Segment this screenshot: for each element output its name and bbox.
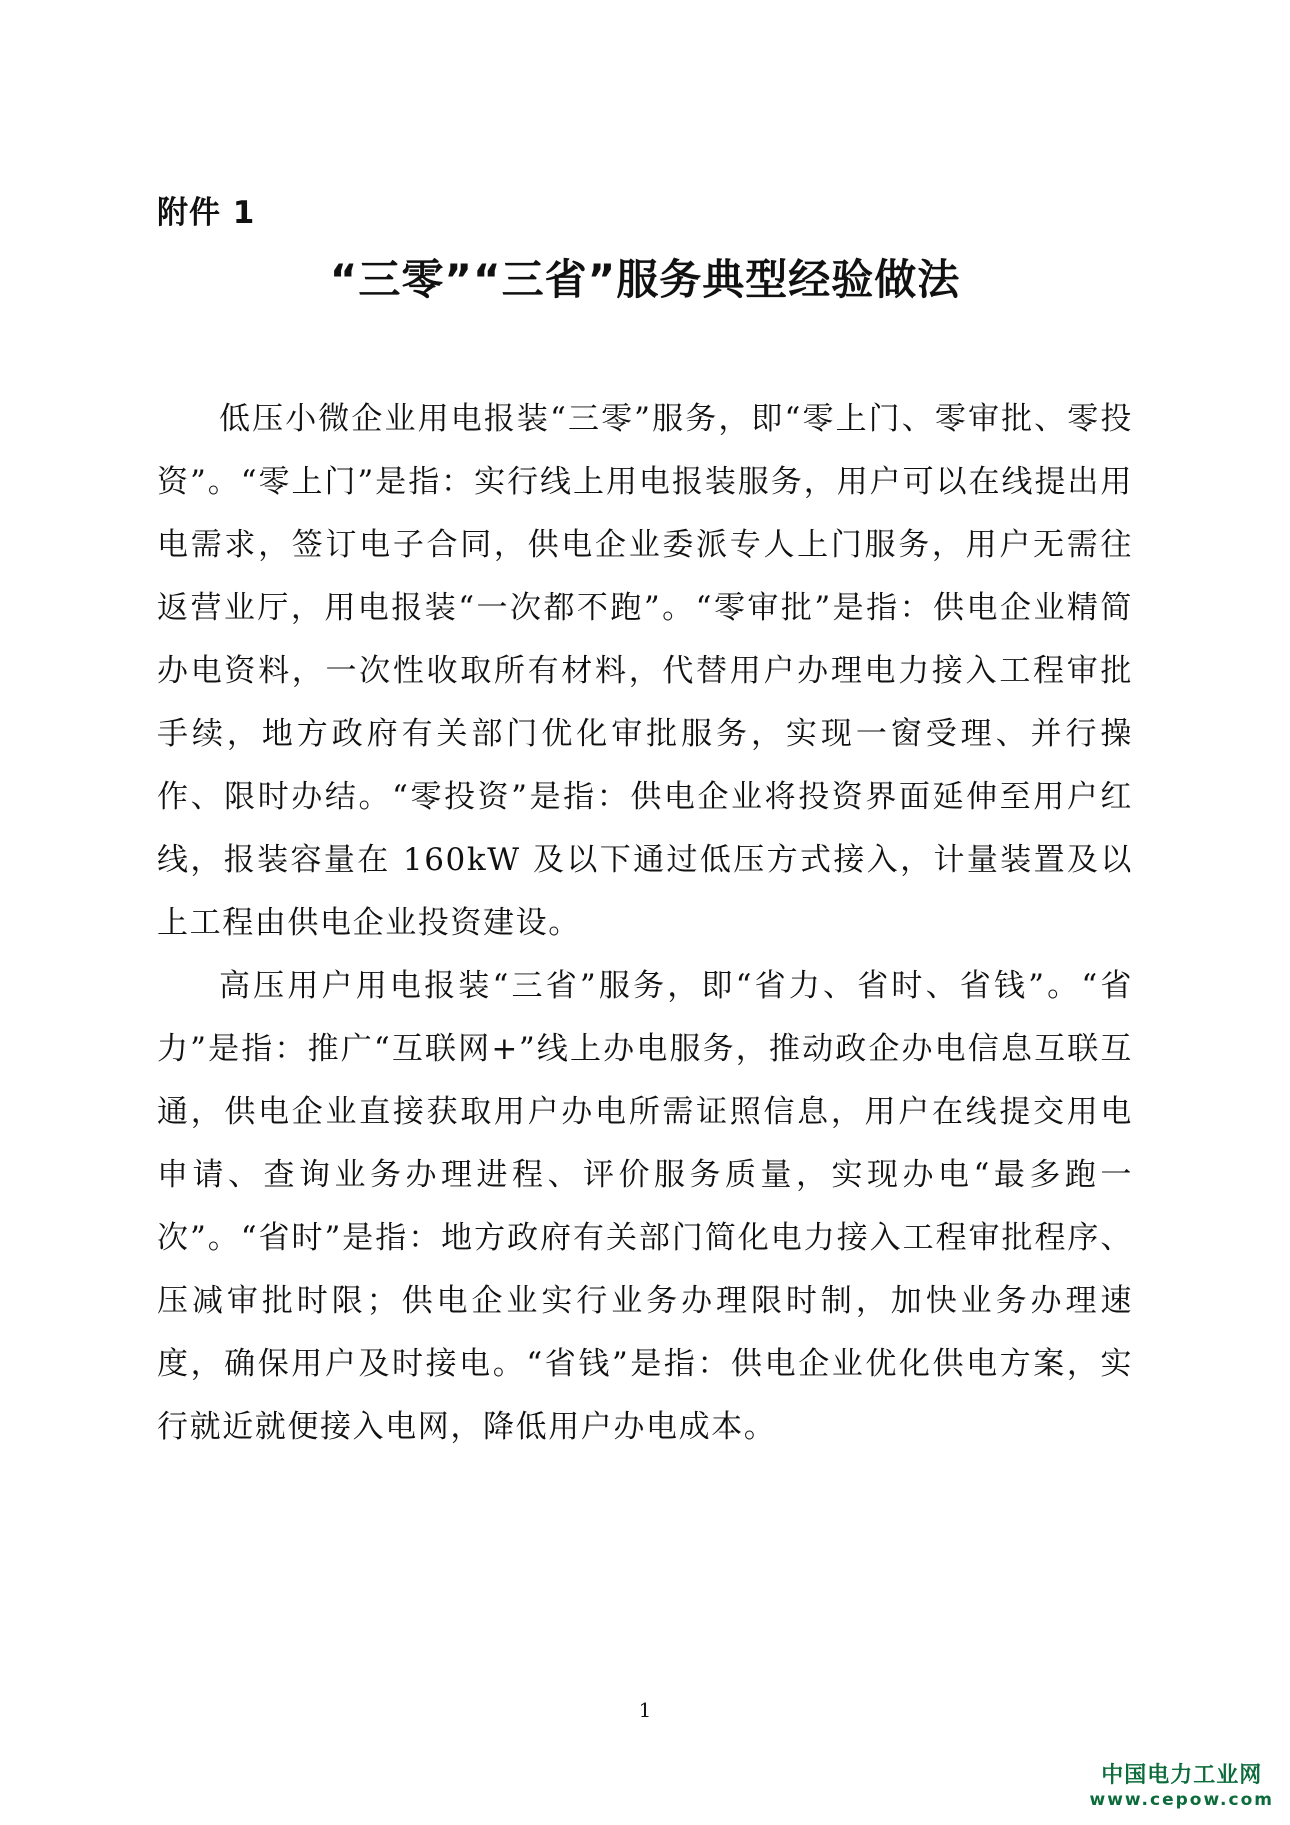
watermark-site-name: 中国电力工业网: [1101, 1763, 1263, 1788]
document-body: [157, 388, 1133, 1459]
page-number: 1: [638, 1698, 652, 1722]
document-title: “三零”“三省”服务典型经验做法: [329, 255, 961, 304]
attachment-label: 附件 1: [157, 195, 256, 231]
paragraph-three-save: 高压用户用电报装“三省”服务，即“省力、省时、省钱”。“省力”是指：推广“互联网+”线上办电服务，推动政企办电信息互联互通，供电企业直接获取用户办电所需证照信息，用户在线提交用电申请、查询业务办理进程、评价服务质量，实现办电“最多跑一次”。“省时”是指：地方政府有关部门简化电力接入工程审批程序、压减审批时限；供电企业实行业务办理限时制，加快业务办理速度，确保用户及时接电。“省钱”是指：供电企业优化供电方案，实行就近就便接入电网，降低用户办电成本。: [157, 968, 1133, 1445]
site-watermark: [1090, 1763, 1275, 1811]
watermark-url: www.cepow.com: [1089, 1790, 1274, 1810]
paragraph-three-zero: 低压小微企业用电报装“三零”服务，即“零上门、零审批、零投资”。“零上门”是指：实行线上用电报装服务，用户可以在线提出用电需求，签订电子合同，供电企业委派专人上门服务，用户无需往返营业厅，用电报装“一次都不跑”。“零审批”是指：供电企业精简办电资料，一次性收取所有材料，代替用户办理电力接入工程审批手续，地方政府有关部门优化审批服务，实现一窗受理、并行操作、限时办结。“零投资”是指：供电企业将投资界面延伸至用户红线，报装容量在 160kW 及以下通过低压方式接入，计量装置及以上工程由供电企业投资建设。: [157, 401, 1133, 941]
